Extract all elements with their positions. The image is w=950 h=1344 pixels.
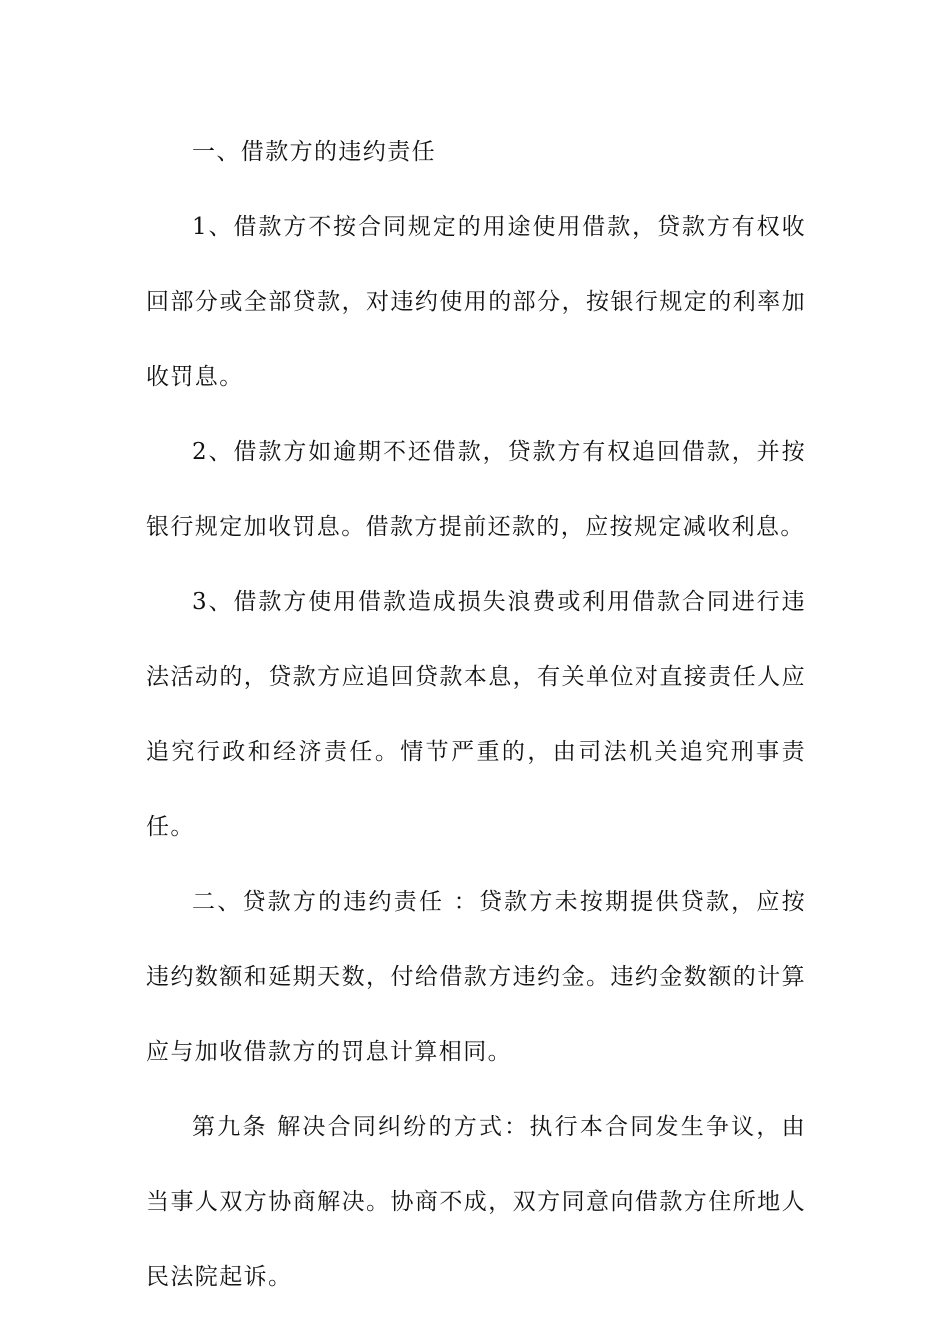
- article-9-dispute-resolution: 第九条 解决合同纠纷的方式：执行本合同发生争议，由当事人双方协商解决。协商不成，双方同意向借款方住所地人民法院起诉。: [146, 1114, 806, 1290]
- document-body: [146, 115, 806, 1315]
- clause-2-overdue-repayment: 2、借款方如逾期不还借款，贷款方有权追回借款，并按银行规定加收罚息。借款方提前还款的，应按规定减收利息。: [146, 439, 806, 540]
- heading-borrower-liability: 一、借款方的违约责任: [192, 139, 436, 165]
- clause-3-illegal-activity: 3、借款方使用借款造成损失浪费或利用借款合同进行违法活动的，贷款方应追回贷款本息，有关单位对直接责任人应追究行政和经济责任。情节严重的，由司法机关追究刑事责任。: [146, 589, 806, 840]
- lender-liability-paragraph: 二、贷款方的违约责任 ：贷款方未按期提供贷款，应按违约数额和延期天数，付给借款方违约金。违约金数额的计算应与加收借款方的罚息计算相同。: [146, 889, 806, 1065]
- clause-1-misuse-of-loan: 1、借款方不按合同规定的用途使用借款，贷款方有权收回部分或全部贷款，对违约使用的部分，按银行规定的利率加收罚息。: [146, 214, 806, 390]
